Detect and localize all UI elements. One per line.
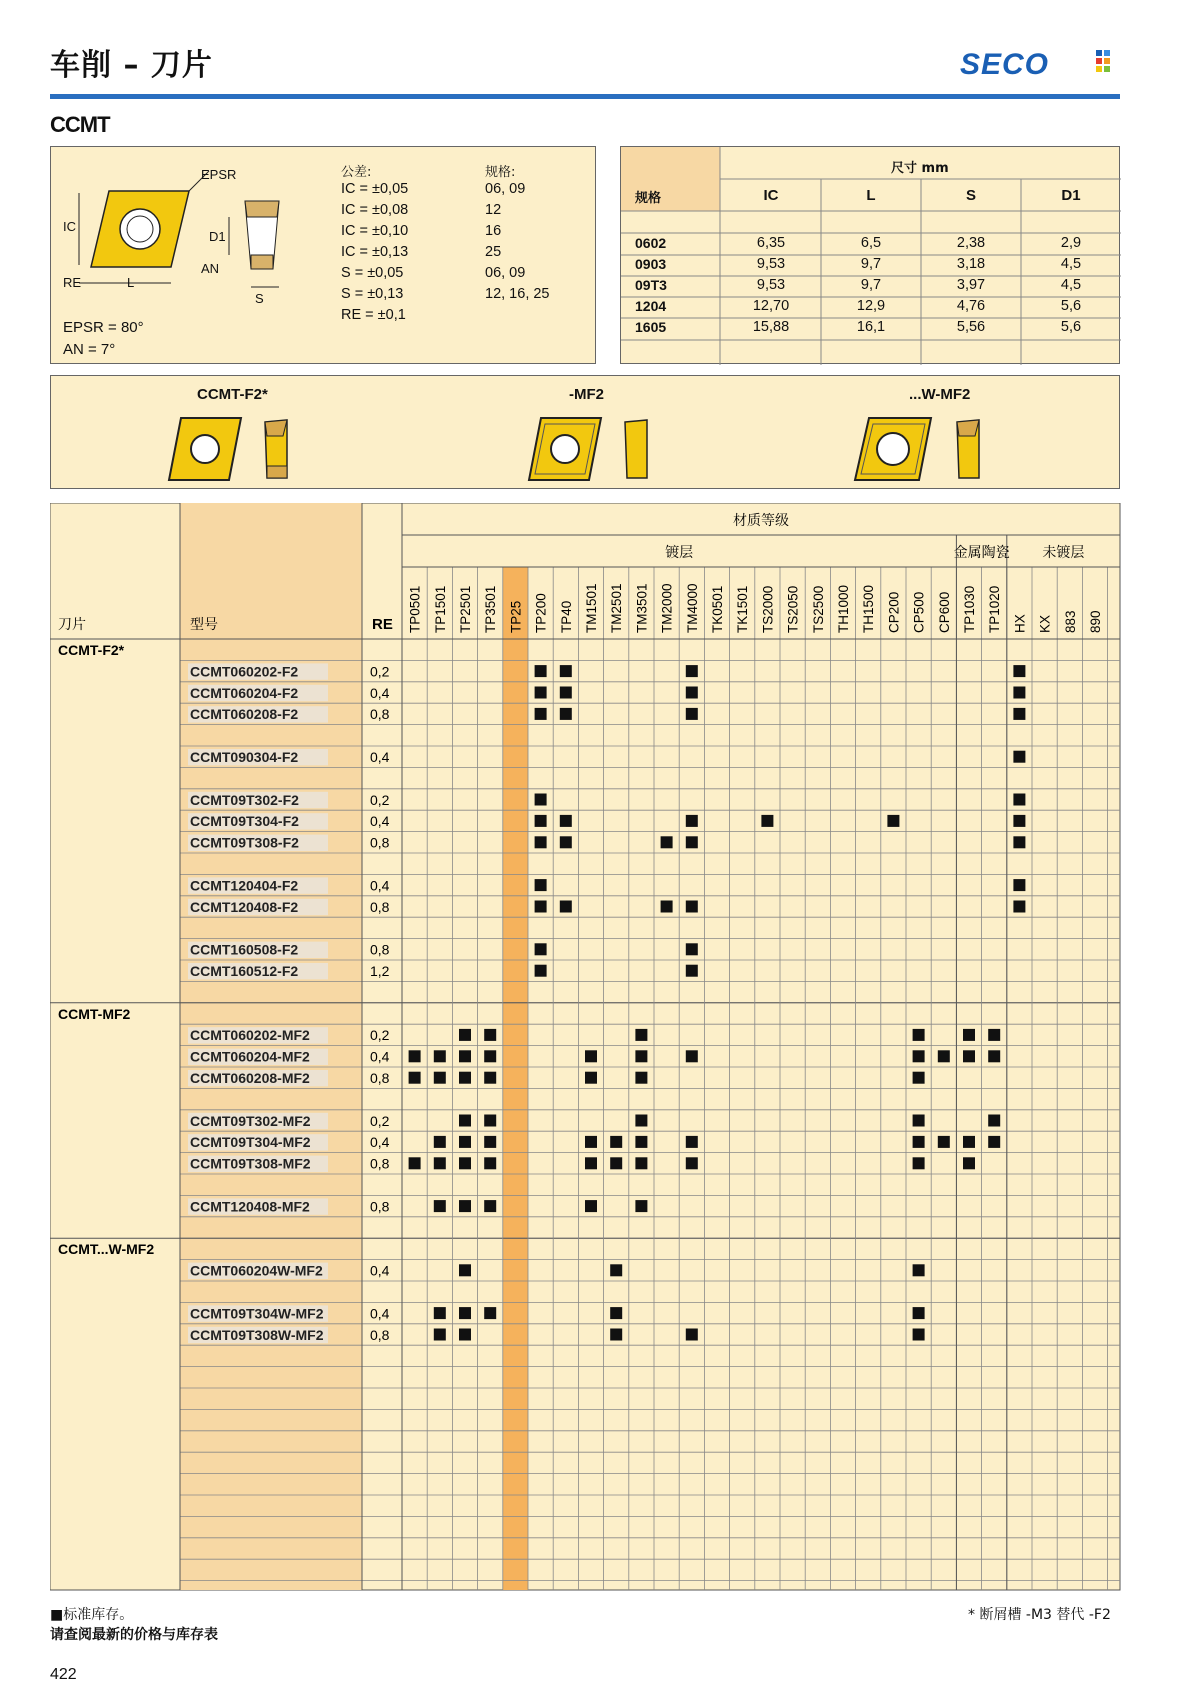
item-code: CCMT09T302-F2: [190, 791, 299, 808]
stock-mark: [434, 1050, 446, 1062]
tolerance-value: IC = ±0,05: [341, 181, 409, 197]
stock-mark: [535, 665, 547, 677]
item-code: CCMT120408-F2: [190, 898, 299, 915]
item-re: 0,8: [370, 706, 390, 723]
item-re: 0,4: [370, 684, 390, 701]
dimensions-size-cell: 0602: [635, 235, 667, 251]
an-label: AN: [201, 261, 220, 276]
stock-mark: [484, 1200, 496, 1212]
stock-mark: [988, 1050, 1000, 1062]
grade-header: CP600: [936, 591, 952, 633]
stock-mark: [535, 943, 547, 955]
header-cermet: 金属陶瓷: [953, 545, 1010, 561]
stock-mark: [585, 1072, 597, 1084]
footnote: * 断屑槽 -M3 替代 -F2: [968, 1607, 1111, 1623]
item-re: 0,4: [370, 1048, 390, 1065]
grade-header: TP40: [558, 600, 574, 633]
stock-mark: [610, 1329, 622, 1341]
stock-mark: [686, 943, 698, 955]
geometry-box: [50, 375, 1120, 489]
stock-mark: [635, 1200, 647, 1212]
dimensions-size-cell: 09T3: [635, 277, 667, 293]
stock-mark: [686, 687, 698, 699]
stock-mark: [686, 815, 698, 827]
logo-mark-icon: [1096, 50, 1118, 76]
dimensions-value-cell: 9,53: [756, 277, 786, 293]
stock-mark: [913, 1264, 925, 1276]
stock-mark: [560, 815, 572, 827]
stock-mark: [610, 1136, 622, 1148]
item-re: 0,4: [370, 877, 390, 894]
stock-mark: [484, 1029, 496, 1041]
item-code: CCMT060204-MF2: [190, 1048, 310, 1065]
dimensions-value-cell: 12,9: [856, 298, 886, 314]
stock-mark: [484, 1115, 496, 1127]
legend-text: ■标准库存。: [50, 1607, 134, 1623]
stock-mark: [409, 1072, 421, 1084]
stock-mark: [585, 1157, 597, 1169]
insert-diagram: [59, 155, 329, 315]
grade-header: TK0501: [710, 585, 725, 633]
stock-mark: [913, 1329, 925, 1341]
tolerance-size: 06, 09: [485, 181, 526, 197]
stock-mark: [484, 1136, 496, 1148]
insert-group-name: CCMT...W-MF2: [58, 1241, 155, 1258]
section-title: CCMT: [50, 112, 110, 137]
dimensions-value-cell: 5,6: [1060, 319, 1082, 335]
stock-mark: [1013, 794, 1025, 806]
stock-mark: [535, 708, 547, 720]
dimensions-value-cell: 12,70: [752, 298, 790, 314]
stock-mark: [988, 1136, 1000, 1148]
dimensions-value-cell: 4,76: [956, 298, 986, 314]
stock-mark: [535, 794, 547, 806]
tolerance-heading: 公差:: [341, 165, 372, 180]
tolerance-size: 12: [485, 202, 502, 218]
item-re: 0,2: [370, 791, 390, 808]
d1-label: D1: [209, 229, 226, 244]
grade-header: TP200: [533, 593, 549, 633]
tolerance-size: 16: [485, 223, 502, 239]
dimensions-column-header: S: [965, 187, 976, 204]
grade-header: TS2050: [785, 585, 801, 633]
stock-mark: [560, 665, 572, 677]
stock-mark: [913, 1115, 925, 1127]
dimensions-value-cell: 4,5: [1060, 277, 1082, 293]
seco-logo: SECO: [960, 48, 1050, 81]
stock-mark: [686, 708, 698, 720]
stock-mark: [535, 836, 547, 848]
grade-grid: [50, 503, 1121, 1591]
stock-mark: [913, 1157, 925, 1169]
dimensions-value-cell: 9,7: [860, 256, 882, 272]
header-insert: 刀片: [58, 617, 86, 633]
item-re: 0,8: [370, 1198, 390, 1215]
header-coated: 镀层: [665, 545, 694, 561]
item-code: CCMT09T304W-MF2: [190, 1305, 324, 1322]
insert-image-mf2: [521, 412, 661, 486]
stock-mark: [484, 1050, 496, 1062]
stock-mark: [686, 1157, 698, 1169]
geometry-label-f2: CCMT-F2*: [197, 386, 268, 403]
stock-mark: [761, 815, 773, 827]
dimensions-value-cell: 6,5: [860, 235, 882, 251]
stock-mark: [913, 1307, 925, 1319]
stock-mark: [560, 901, 572, 913]
stock-mark: [686, 965, 698, 977]
grade-header: CP500: [911, 591, 927, 633]
insert-group-name: CCMT-F2*: [58, 642, 125, 658]
tolerance-value: IC = ±0,10: [341, 223, 409, 239]
stock-mark: [409, 1157, 421, 1169]
stock-mark: [1013, 687, 1025, 699]
item-re: 0,2: [370, 1112, 390, 1129]
stock-mark: [913, 1072, 925, 1084]
stock-mark: [887, 815, 899, 827]
item-code: CCMT060202-MF2: [190, 1027, 310, 1044]
stock-mark: [1013, 836, 1025, 848]
grade-header: TK1501: [735, 585, 751, 633]
stock-mark: [610, 1307, 622, 1319]
grade-header: CP200: [886, 591, 902, 633]
item-re: 0,8: [370, 898, 390, 915]
grade-header: TP0501: [407, 585, 423, 633]
l-label: L: [127, 275, 135, 290]
stock-mark: [635, 1029, 647, 1041]
stock-mark: [635, 1157, 647, 1169]
stock-mark: [963, 1157, 975, 1169]
item-code: CCMT060202-F2: [190, 663, 299, 680]
epsr-value: EPSR = 80°: [63, 319, 144, 336]
stock-mark: [434, 1200, 446, 1212]
header-rule: [50, 94, 1120, 99]
item-code: CCMT120408-MF2: [190, 1198, 310, 1215]
stock-mark: [938, 1050, 950, 1062]
stock-mark: [459, 1264, 471, 1276]
stock-mark: [459, 1072, 471, 1084]
grade-header: TP25: [508, 600, 524, 633]
tolerance-value: RE = ±0,1: [341, 307, 406, 323]
grade-header: TP1030: [962, 585, 977, 633]
stock-mark: [963, 1029, 975, 1041]
item-code: CCMT090304-F2: [190, 749, 299, 765]
epsr-label: EPSR: [201, 167, 237, 182]
stock-mark: [686, 1050, 698, 1062]
item-re: 0,2: [370, 1027, 390, 1044]
dimensions-value-cell: 4,5: [1060, 256, 1082, 272]
stock-mark: [610, 1264, 622, 1276]
grade-header: KX: [1037, 614, 1053, 633]
dimensions-value-cell: 5,6: [1060, 298, 1082, 314]
stock-mark: [1013, 901, 1025, 913]
stock-mark: [535, 879, 547, 891]
item-re: 0,4: [370, 1134, 390, 1151]
stock-mark: [459, 1115, 471, 1127]
stock-mark: [560, 708, 572, 720]
grade-header: 890: [1088, 610, 1103, 633]
item-re: 0,2: [370, 663, 390, 680]
stock-mark: [535, 901, 547, 913]
tolerance-size: 06, 09: [485, 265, 526, 281]
dimensions-value-cell: 15,88: [752, 319, 790, 335]
grade-header: 883: [1062, 610, 1078, 633]
stock-mark: [686, 1329, 698, 1341]
tp25-highlight: [503, 567, 528, 1590]
stock-mark: [459, 1200, 471, 1212]
item-code: CCMT09T308-MF2: [190, 1155, 311, 1172]
stock-mark: [610, 1157, 622, 1169]
geometry-label-wmf2: ...W-MF2: [909, 386, 971, 403]
item-re: 0,8: [370, 941, 390, 958]
grade-header: TM2000: [659, 583, 675, 633]
item-code: CCMT09T304-F2: [190, 813, 299, 830]
dimensions-column-header: IC: [763, 187, 779, 204]
stock-mark: [913, 1029, 925, 1041]
grade-header: TM2501: [609, 583, 625, 633]
price-note: 请查阅最新的价格与库存表: [50, 1627, 218, 1643]
stock-mark: [963, 1050, 975, 1062]
stock-mark: [535, 687, 547, 699]
stock-mark: [585, 1050, 597, 1062]
grade-header: HX: [1012, 614, 1028, 633]
stock-mark: [661, 901, 673, 913]
stock-mark: [484, 1072, 496, 1084]
stock-mark: [1013, 665, 1025, 677]
item-code: CCMT09T304-MF2: [190, 1134, 311, 1151]
stock-mark: [988, 1115, 1000, 1127]
insert-image-f2: [161, 412, 301, 486]
item-re: 0,4: [370, 813, 390, 830]
item-re: 0,4: [370, 1305, 390, 1322]
re-label: RE: [63, 275, 82, 290]
grade-header: TP1501: [432, 585, 448, 633]
stock-mark: [686, 1136, 698, 1148]
size-heading: 规格:: [485, 165, 516, 180]
stock-mark: [585, 1136, 597, 1148]
dimensions-value-cell: 3,97: [956, 277, 986, 293]
tolerance-size: 12, 16, 25: [485, 286, 550, 302]
stock-mark: [661, 836, 673, 848]
item-re: 0,8: [370, 1155, 390, 1172]
stock-mark: [459, 1157, 471, 1169]
grade-header: TP1020: [987, 585, 1003, 633]
item-code: CCMT060208-MF2: [190, 1070, 310, 1086]
tolerance-value: S = ±0,13: [341, 286, 404, 302]
stock-mark: [635, 1136, 647, 1148]
item-code: CCMT09T308-F2: [190, 834, 299, 851]
grade-header: TH1000: [836, 584, 851, 633]
item-code: CCMT120404-F2: [190, 877, 299, 894]
item-re: 1,2: [370, 963, 390, 979]
stock-mark: [913, 1050, 925, 1062]
grade-header: TM4000: [684, 583, 700, 633]
stock-mark: [988, 1029, 1000, 1041]
tolerance-value: IC = ±0,08: [341, 202, 409, 218]
item-re: 0,8: [370, 1326, 390, 1343]
dimensions-value-cell: 2,9: [1060, 235, 1082, 251]
stock-mark: [434, 1329, 446, 1341]
stock-mark: [484, 1157, 496, 1169]
stock-mark: [1013, 751, 1025, 763]
stock-mark: [434, 1136, 446, 1148]
dimensions-size-cell: 0903: [635, 256, 667, 272]
ic-label: IC: [63, 219, 76, 234]
s-label: S: [255, 291, 264, 306]
grade-header: TM3501: [634, 583, 650, 633]
item-code: CCMT09T308W-MF2: [190, 1326, 324, 1343]
insert-image-wmf2: [845, 412, 995, 486]
item-re: 0,8: [370, 1070, 390, 1086]
item-code: CCMT160512-F2: [190, 963, 299, 979]
item-code: CCMT060208-F2: [190, 706, 299, 723]
stock-mark: [535, 815, 547, 827]
dimensions-group-header: 尺寸 mm: [891, 161, 949, 176]
stock-mark: [1013, 879, 1025, 891]
dimensions-column-header: D1: [1061, 187, 1081, 204]
dimensions-column-header: L: [866, 187, 876, 204]
stock-mark: [686, 836, 698, 848]
dimensions-size-cell: 1605: [635, 319, 667, 335]
stock-mark: [459, 1307, 471, 1319]
dimensions-value-cell: 5,56: [956, 319, 986, 335]
tolerance-value: S = ±0,05: [341, 265, 404, 281]
grade-header: TS2500: [810, 585, 826, 633]
stock-mark: [434, 1307, 446, 1319]
stock-mark: [459, 1029, 471, 1041]
grade-header: TH1500: [861, 584, 877, 633]
item-code: CCMT060204-F2: [190, 684, 299, 701]
stock-mark: [686, 665, 698, 677]
item-code: CCMT060204W-MF2: [190, 1262, 323, 1279]
tolerance-value: IC = ±0,13: [341, 244, 409, 260]
header-grades: 材质等级: [733, 513, 789, 529]
stock-mark: [635, 1050, 647, 1062]
item-code: CCMT09T302-MF2: [190, 1112, 311, 1129]
stock-mark: [560, 687, 572, 699]
stock-mark: [560, 836, 572, 848]
dimensions-value-cell: 6,35: [756, 235, 786, 251]
dimensions-value-cell: 16,1: [856, 319, 886, 335]
dimensions-value-cell: 2,38: [956, 235, 986, 251]
spec-box: [50, 146, 596, 364]
tolerance-size: 25: [485, 244, 502, 260]
grade-header: TS2000: [760, 585, 776, 633]
header-re: RE: [372, 616, 393, 633]
stock-mark: [1013, 708, 1025, 720]
grade-header: TP3501: [483, 585, 499, 633]
stock-mark: [459, 1329, 471, 1341]
stock-mark: [963, 1136, 975, 1148]
header-uncoated: 未镀层: [1042, 545, 1085, 561]
stock-mark: [686, 901, 698, 913]
item-re: 0,4: [370, 749, 390, 765]
dimensions-size-cell: 1204: [635, 298, 667, 314]
stock-mark: [635, 1115, 647, 1127]
stock-mark: [635, 1072, 647, 1084]
page-number: 422: [50, 1666, 77, 1683]
an-value: AN = 7°: [63, 341, 116, 358]
item-re: 0,4: [370, 1262, 390, 1279]
stock-mark: [585, 1200, 597, 1212]
stock-mark: [484, 1307, 496, 1319]
dimensions-value-cell: 3,18: [956, 256, 986, 272]
header-type: 型号: [190, 617, 218, 633]
page-title: 车削 – 刀片: [50, 48, 213, 83]
grade-header: TM1501: [584, 583, 599, 633]
stock-mark: [913, 1136, 925, 1148]
stock-mark: [434, 1157, 446, 1169]
stock-mark: [1013, 815, 1025, 827]
grade-header: TP2501: [458, 585, 473, 633]
stock-mark: [535, 965, 547, 977]
insert-group-name: CCMT-MF2: [58, 1005, 131, 1022]
dimensions-size-header: 规格: [635, 191, 662, 206]
stock-mark: [938, 1136, 950, 1148]
dimensions-value-cell: 9,7: [860, 277, 882, 293]
stock-mark: [434, 1072, 446, 1084]
item-code: CCMT160508-F2: [190, 941, 299, 958]
item-re: 0,8: [370, 834, 390, 851]
stock-mark: [459, 1136, 471, 1148]
stock-mark: [409, 1050, 421, 1062]
geometry-label-mf2: -MF2: [569, 386, 604, 403]
dimensions-box: [620, 146, 1120, 364]
dimensions-value-cell: 9,53: [756, 256, 786, 272]
stock-mark: [459, 1050, 471, 1062]
